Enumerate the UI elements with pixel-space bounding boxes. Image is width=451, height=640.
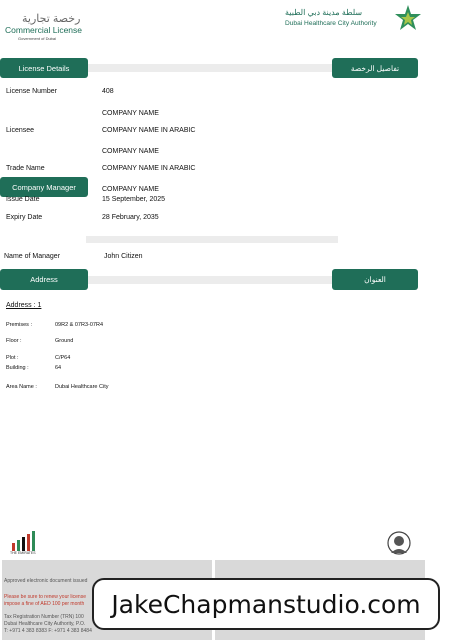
floor-label: Floor : xyxy=(6,338,22,344)
header-left-subtitle: Government of Dubai xyxy=(18,36,57,41)
footer-trn-line: Tax Registration Number (TRN) 100 xyxy=(4,614,84,620)
header-right-title: Dubai Healthcare City Authority xyxy=(285,20,377,27)
premises-value: 09R2 & 07R3-07R4 xyxy=(55,322,104,328)
licensee-name: COMPANY NAME xyxy=(102,110,159,117)
dhcc-logo-icon xyxy=(393,4,423,32)
footer-contact-line: T: +971 4 383 8383 F: +971 4 383 8484 xyxy=(4,628,92,634)
expiry-date-label: Expiry Date xyxy=(6,214,43,221)
company-name: COMPANY NAME xyxy=(102,186,159,193)
watermark-label: JakeChapmanstudio.com xyxy=(92,578,440,630)
tab-address-arabic: العنوان xyxy=(332,269,418,290)
trade-name-en: COMPANY NAME xyxy=(102,148,159,155)
manager-label: Name of Manager xyxy=(4,253,61,260)
license-number-label: License Number xyxy=(6,88,57,95)
header-right-arabic: سلطة مدينة دبي الطبية xyxy=(285,8,363,17)
plot-label: Plot : xyxy=(6,355,19,361)
emirates-logo-text: THE EMIRATES xyxy=(10,551,36,555)
header-left-arabic: رخصة تجارية xyxy=(22,13,81,25)
premises-label: Premises : xyxy=(6,322,32,328)
tab-company-manager: Company Manager xyxy=(0,177,88,197)
area-label: Area Name : xyxy=(6,384,37,390)
floor-value: Ground xyxy=(55,338,74,344)
area-value: Dubai Healthcare City xyxy=(55,384,109,390)
footer-warning-line2: impose a fine of AED 100 per month xyxy=(4,601,85,607)
license-details-bar xyxy=(88,64,334,72)
license-number-value: 408 xyxy=(102,88,114,95)
manager-value: John Citizen xyxy=(104,253,143,260)
issue-date-value: 15 September, 2025 xyxy=(102,196,166,203)
footer-authority-line: Dubai Healthcare City Authority, P.O. xyxy=(4,621,86,627)
manager-divider-bar xyxy=(86,236,338,243)
licensee-name-arabic: COMPANY NAME IN ARABIC xyxy=(102,127,196,134)
footer-warning-line1: Please be sure to renew your license xyxy=(4,594,86,600)
issue-date-label: Issue Date xyxy=(6,196,40,203)
header-left-title: Commercial License xyxy=(5,25,82,35)
trade-name-label: Trade Name xyxy=(6,165,45,172)
plot-value: C/P64 xyxy=(55,355,71,361)
emirates-logo-icon xyxy=(8,531,42,557)
footer-approved-text: Approved electronic document issued xyxy=(4,578,88,584)
licensee-label: Licensee xyxy=(6,127,35,134)
building-value: 64 xyxy=(55,365,62,371)
tab-license-details-arabic: تفاصيل الرخصة xyxy=(332,58,418,78)
tab-license-details: License Details xyxy=(0,58,88,78)
expiry-date-value: 28 February, 2035 xyxy=(102,214,159,221)
building-label: Building : xyxy=(6,365,29,371)
address-heading: Address : 1 xyxy=(6,302,42,309)
trade-name-arabic: COMPANY NAME IN ARABIC xyxy=(102,165,196,172)
tab-address: Address xyxy=(0,269,88,290)
address-bar xyxy=(88,276,334,284)
